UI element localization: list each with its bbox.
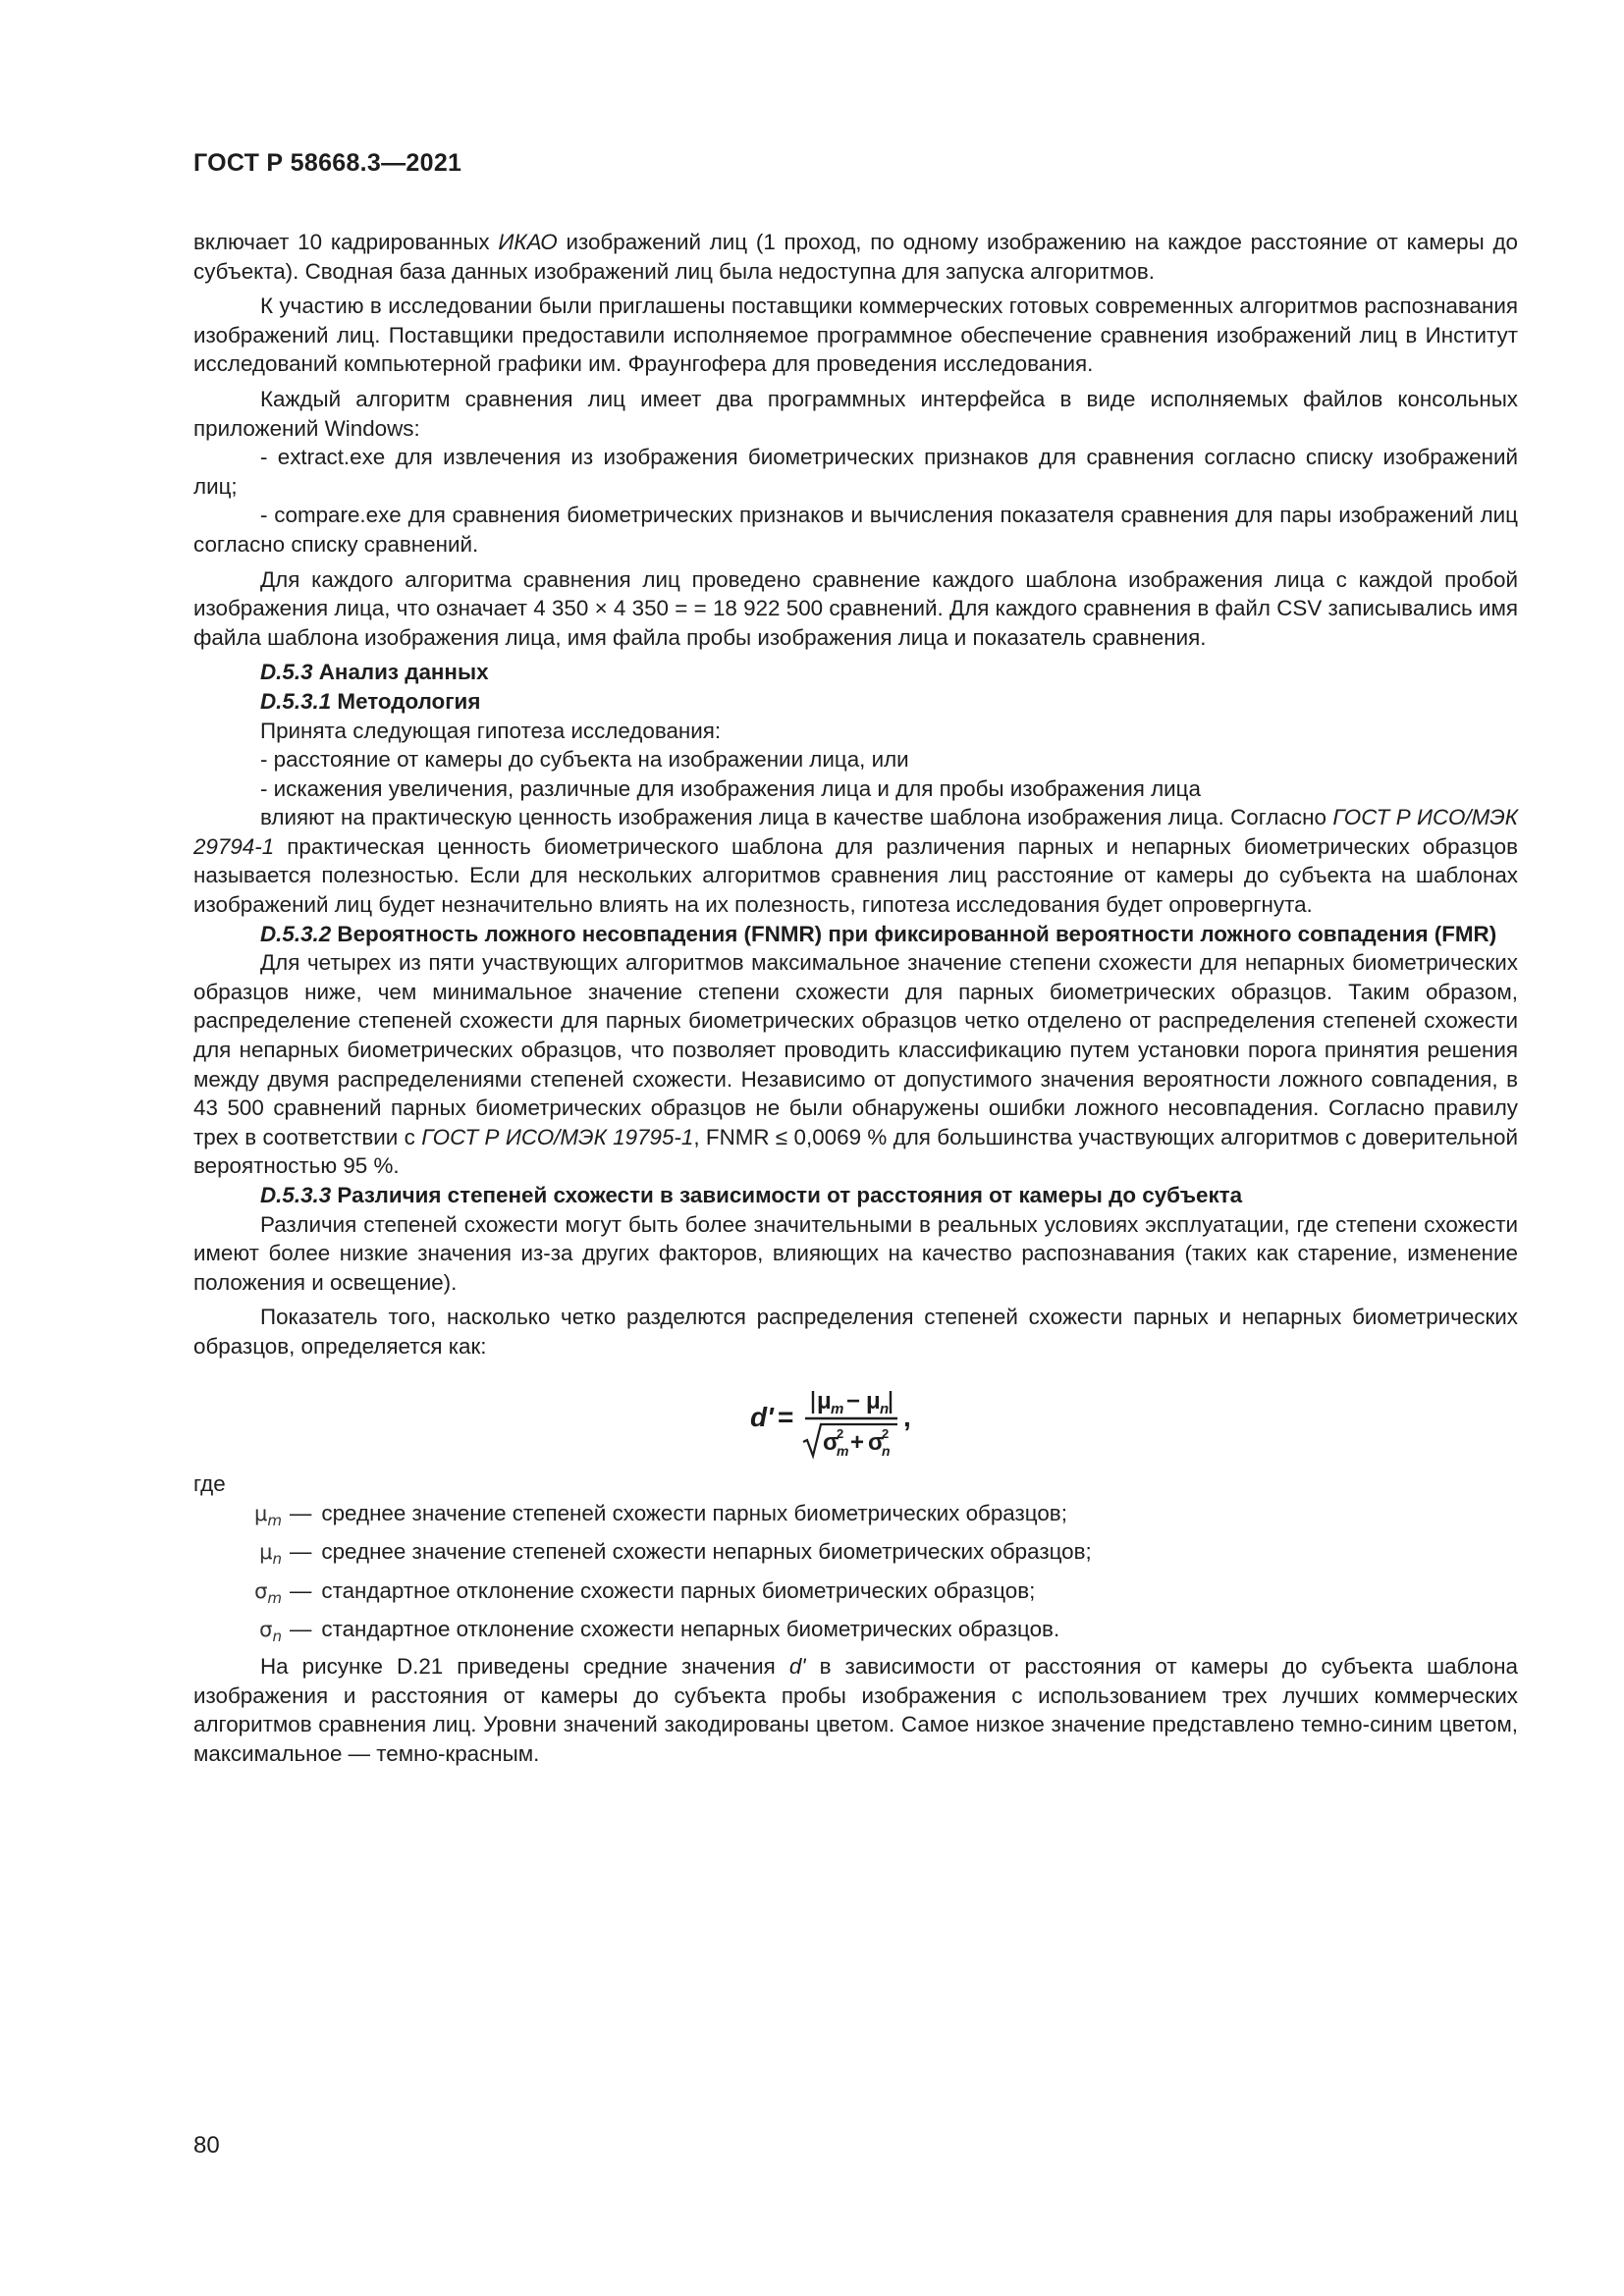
denominator-sub-m: m bbox=[836, 1442, 848, 1459]
symbol bbox=[241, 1614, 282, 1652]
text: Для четырех из пяти участвующих алгоритмов максимальное значение степени схожести для непарных биометрических образцов ниже, чем минимальное значение степени схожести для парных биометрических образцов. Таким образом, распределение степеней схожести для парных биометрических образцов четко отделено от распределения степеней схожести для непарных биометрических образцов, что позволяет проводить классификацию путем установки порога принятия решения между двумя распределениями степеней схожести. Независимо от допустимого значения вероятности ложного совпадения, в 43 500 сравнений парных биометрических образцов не были обнаружены ошибки ложного несовпадения. Согласно правилу трех в соответствии с bbox=[193, 950, 1518, 1149]
standard-reference: ГОСТ Р ИСО/МЭК 19795-1 bbox=[421, 1124, 694, 1149]
definition-sigma-m bbox=[241, 1575, 1518, 1614]
symbol-subscript: n bbox=[272, 1627, 282, 1645]
heading-number: D.5.3.1 bbox=[260, 688, 332, 714]
symbol bbox=[241, 1575, 282, 1614]
list-item-distance: - расстояние от камеры до субъекта на изображении лица, или bbox=[260, 747, 909, 773]
symbol-letter: μ bbox=[254, 1502, 268, 1526]
denominator-sigma-n: σ bbox=[867, 1428, 884, 1456]
definition-text: стандартное отклонение схожести непарных биометрических образцов. bbox=[321, 1616, 1060, 1641]
definition-dash: — bbox=[290, 1577, 312, 1603]
text: , FNMR ≤ 0,0069 % для большинства участвующих алгоритмов с доверительной вероятностью 95 %. bbox=[193, 1124, 1519, 1179]
numerator-sub-n: n bbox=[879, 1400, 889, 1417]
text: в зависимости от расстояния от камеры до субъекта шаблона изображения и расстояния от камеры до субъекта пробы изображения с использованием трех лучших коммерческих алгоритмов сравнения лиц. Уровни значений закодированы цветом. Самое низкое значение представлено темно-синим цветом, максимальное — темно-красным. bbox=[193, 1653, 1519, 1766]
heading-number: D.5.3 bbox=[260, 660, 313, 685]
heading-d-5-3-3 bbox=[193, 1181, 1518, 1210]
definitions-list bbox=[241, 1498, 1518, 1652]
paragraph-7: Принята следующая гипотеза исследования: bbox=[260, 718, 722, 743]
list-item-distortion: - искажения увеличения, различные для изображения лица и для пробы изображения лица bbox=[260, 775, 1201, 801]
standard-reference: ГОСТ Р ИСО/МЭК 29794-1 bbox=[193, 805, 1518, 859]
text: влияют на практическую ценность изображения лица в качестве шаблона изображения лица. Согласно bbox=[260, 805, 1333, 830]
symbol-letter: σ bbox=[254, 1578, 268, 1603]
paragraph-1 bbox=[193, 228, 1518, 286]
italic-symbol: d' bbox=[788, 1653, 806, 1679]
definition-mu-n bbox=[241, 1536, 1518, 1575]
list-item-compare: - compare.exe для сравнения биометрических признаков и вычисления показателя сравнения для пары изображений лиц согласно списку сравнений. bbox=[193, 503, 1518, 557]
heading-title: Различия степеней схожести в зависимости от расстояния от камеры до субъекта bbox=[331, 1183, 1243, 1207]
symbol-subscript: m bbox=[267, 1512, 282, 1530]
paragraph-14 bbox=[193, 1652, 1518, 1768]
heading-d-5-3-1 bbox=[193, 687, 1518, 717]
symbol-subscript: n bbox=[272, 1550, 282, 1569]
formula-comma: , bbox=[902, 1401, 911, 1432]
paragraph-12: Различия степеней схожести могут быть более значительными в реальных условиях эксплуатации, где степени схожести имеют более низкие значения из-за других факторов, влияющих на качество распознавания (таких как старение, изменение положения и освещение). bbox=[193, 1211, 1518, 1295]
denominator-sub-n: n bbox=[881, 1442, 891, 1459]
definition-text: стандартное отклонение схожести парных биометрических образцов; bbox=[321, 1577, 1036, 1603]
denominator-plus: + bbox=[849, 1428, 864, 1456]
definition-mu-m bbox=[241, 1498, 1518, 1536]
denominator-sq-m: 2 bbox=[836, 1425, 843, 1441]
formula-graphic bbox=[748, 1369, 964, 1464]
heading-title: Анализ данных bbox=[312, 660, 489, 685]
text: практическая ценность биометрического шаблона для различения парных и непарных биометрических образцов называется полезностью. Если для нескольких алгоритмов сравнения лиц расстояние от камеры до субъекта на шаблонах изображений лиц будет незначительно влиять на их полезность, гипотеза исследования будет опровергнута. bbox=[193, 833, 1518, 918]
definition-text: среднее значение степеней схожести непарных биометрических образцов; bbox=[321, 1539, 1092, 1565]
definition-text: среднее значение степеней схожести парных биометрических образцов; bbox=[321, 1501, 1067, 1526]
heading-d-5-3-2 bbox=[193, 920, 1518, 949]
document-body bbox=[193, 228, 1518, 1768]
numerator-sub-m: m bbox=[830, 1400, 843, 1417]
paragraph-2: К участию в исследовании были приглашены поставщики коммерческих готовых современных алгоритмов распознавания изображений лиц. Поставщики предоставили исполняемое программное обеспечение сравнения изображений лиц в Институт исследований компьютерной графики им. Фраунгофера для проведения исследования. bbox=[193, 294, 1518, 377]
list-item-extract: - extract.exe для извлечения из изображения биометрических признаков для сравнения согласно списку изображений лиц; bbox=[193, 445, 1518, 499]
denominator-sigma-m: σ bbox=[822, 1428, 839, 1456]
where-label: где bbox=[193, 1470, 226, 1496]
text: включает 10 кадрированных bbox=[193, 230, 499, 254]
symbol-letter: σ bbox=[259, 1617, 273, 1641]
page-number: 80 bbox=[193, 2132, 220, 2159]
heading-d-5-3 bbox=[193, 658, 1518, 687]
formula-lhs: d' bbox=[749, 1401, 774, 1432]
definition-dash: — bbox=[290, 1501, 312, 1526]
numerator-mu-n: μ bbox=[865, 1387, 881, 1415]
denominator-sq-n: 2 bbox=[881, 1425, 889, 1441]
definition-dash: — bbox=[290, 1616, 312, 1641]
definition-dash: — bbox=[290, 1539, 312, 1565]
numerator-mu-m: μ bbox=[816, 1387, 832, 1415]
symbol-letter: μ bbox=[259, 1540, 273, 1565]
text: изображений лиц (1 проход, по одному изображению на каждое расстояние от камеры до субъекта). Сводная база данных изображений лиц была недоступна для запуска алгоритмов. bbox=[193, 230, 1519, 284]
symbol bbox=[241, 1498, 282, 1536]
formula-equals: = bbox=[777, 1401, 793, 1432]
heading-number: D.5.3.3 bbox=[260, 1183, 332, 1207]
paragraph-13: Показатель того, насколько четко разделются распределения степеней схожести парных и непарных биометрических образцов, определяется как: bbox=[193, 1305, 1518, 1359]
heading-title: Вероятность ложного несовпадения (FNMR) при фиксированной вероятности ложного совпадения (FMR) bbox=[331, 921, 1497, 946]
heading-title: Методология bbox=[331, 688, 481, 714]
paragraph-10 bbox=[193, 803, 1518, 919]
symbol-subscript: m bbox=[267, 1588, 282, 1607]
paragraph-6: Для каждого алгоритма сравнения лиц проведено сравнение каждого шаблона изображения лица с каждой пробой изображения лица, что означает 4 350 × 4 350 = = 18 922 500 сравнений. Для каждого сравнения в файл CSV записывались имя файла шаблона изображения лица, имя файла пробы изображения лица и показатель сравнения. bbox=[193, 566, 1518, 650]
text: На рисунке D.21 приведены средние значения bbox=[260, 1653, 789, 1679]
d-prime-formula bbox=[193, 1369, 1518, 1464]
paragraph-3: Каждый алгоритм сравнения лиц имеет два программных интерфейса в виде исполняемых файлов консольных приложений Windows: bbox=[193, 386, 1518, 441]
symbol bbox=[241, 1536, 282, 1575]
paragraph-11 bbox=[193, 948, 1518, 1181]
italic-text: ИКАО bbox=[498, 230, 558, 254]
document-code-header: ГОСТ Р 58668.3—2021 bbox=[193, 149, 462, 177]
heading-number: D.5.3.2 bbox=[260, 921, 332, 946]
definition-sigma-n bbox=[241, 1614, 1518, 1652]
numerator-minus: − bbox=[845, 1387, 860, 1415]
